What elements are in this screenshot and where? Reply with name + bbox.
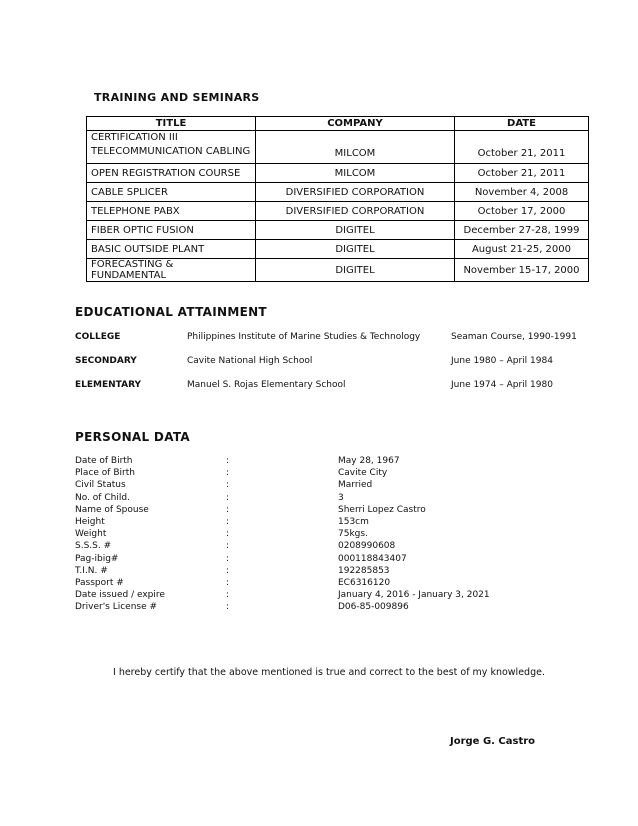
personal-label: No. of Child. <box>75 492 130 503</box>
personal-separator: : <box>226 590 230 601</box>
personal-label: Height <box>75 517 105 527</box>
edu-school: Cavite National High School <box>187 356 313 366</box>
personal-label: Civil Status <box>75 480 126 491</box>
cell-date: December 27-28, 1999 <box>455 221 589 240</box>
personal-label: Pag-ibig# <box>75 553 119 564</box>
personal-label: T.I.N. # <box>75 565 108 576</box>
personal-label: Weight <box>75 529 107 540</box>
cell-company: DIVERSIFIED CORPORATION <box>256 183 455 202</box>
personal-label: Place of Birth <box>75 468 135 479</box>
edu-details: June 1974 – April 1980 <box>451 380 553 390</box>
personal-label: Date issued / expire <box>75 590 165 601</box>
cell-company: DIVERSIFIED CORPORATION <box>256 202 455 221</box>
personal-heading: PERSONAL DATA <box>75 430 190 444</box>
edu-level: COLLEGE <box>75 332 121 342</box>
edu-level: ELEMENTARY <box>75 380 142 390</box>
certification-statement: I hereby certify that the above mentioned is true and correct to the best of my knowledge. <box>113 667 545 678</box>
personal-value: 153cm <box>338 517 369 527</box>
personal-value: 3 <box>338 492 344 503</box>
personal-label: Name of Spouse <box>75 504 149 515</box>
personal-value: 000118843407 <box>338 553 407 564</box>
cell-company: DIGITEL <box>256 240 455 259</box>
column-header-company: COMPANY <box>256 117 455 131</box>
cell-title: OPEN REGISTRATION COURSE <box>87 164 256 183</box>
cell-company: DIGITEL <box>256 221 455 240</box>
cell-title: FIBER OPTIC FUSION <box>87 221 256 240</box>
personal-value: D06-85-009896 <box>338 602 409 613</box>
personal-separator: : <box>226 529 230 540</box>
training-table <box>86 116 589 282</box>
table-row <box>87 259 589 282</box>
personal-label: Passport # <box>75 578 124 588</box>
personal-separator: : <box>226 541 230 552</box>
cell-date: October 21, 2011 <box>455 164 589 183</box>
personal-value: Married <box>338 480 373 491</box>
table-row <box>87 202 589 221</box>
cell-company: MILCOM <box>256 131 455 164</box>
cell-title: CERTIFICATION III TELECOMMUNICATION CABLING <box>87 131 256 164</box>
table-row <box>87 131 589 164</box>
personal-value: EC6316120 <box>338 578 391 588</box>
personal-value: 192285853 <box>338 565 390 576</box>
table-header-row <box>87 117 589 131</box>
cell-date: November 15-17, 2000 <box>455 259 589 282</box>
signature-name: Jorge G. Castro <box>450 736 536 747</box>
personal-separator: : <box>226 553 230 564</box>
personal-separator: : <box>226 517 230 527</box>
cell-company: DIGITEL <box>256 259 455 282</box>
personal-separator: : <box>226 480 230 491</box>
column-header-date: DATE <box>455 117 589 131</box>
cell-title: FORECASTING & FUNDAMENTAL <box>87 259 256 282</box>
personal-separator: : <box>226 565 230 576</box>
edu-details: June 1980 – April 1984 <box>451 356 553 366</box>
personal-separator: : <box>226 468 230 479</box>
column-header-title: TITLE <box>87 117 256 131</box>
cell-title: TELEPHONE PABX <box>87 202 256 221</box>
cell-date: November 4, 2008 <box>455 183 589 202</box>
edu-details: Seaman Course, 1990-1991 <box>451 332 577 342</box>
cell-date: August 21-25, 2000 <box>455 240 589 259</box>
personal-separator: : <box>226 602 230 613</box>
personal-value: May 28, 1967 <box>338 456 400 466</box>
personal-separator: : <box>226 578 230 588</box>
personal-value: Sherri Lopez Castro <box>338 504 426 515</box>
personal-value: Cavite City <box>338 468 388 479</box>
table-row <box>87 183 589 202</box>
personal-label: Driver's License # <box>75 602 158 613</box>
personal-separator: : <box>226 504 230 515</box>
edu-school: Manuel S. Rojas Elementary School <box>187 380 346 390</box>
cell-title: CABLE SPLICER <box>87 183 256 202</box>
cell-company: MILCOM <box>256 164 455 183</box>
training-heading: TRAINING AND SEMINARS <box>94 91 260 104</box>
personal-value: January 4, 2016 - January 3, 2021 <box>338 590 490 601</box>
personal-separator: : <box>226 492 230 503</box>
personal-label: S.S.S. # <box>75 541 112 552</box>
cell-date: October 17, 2000 <box>455 202 589 221</box>
table-row <box>87 221 589 240</box>
personal-value: 0208990608 <box>338 541 396 552</box>
cell-title: BASIC OUTSIDE PLANT <box>87 240 256 259</box>
education-heading: EDUCATIONAL ATTAINMENT <box>75 305 267 319</box>
edu-level: SECONDARY <box>75 356 137 366</box>
personal-separator: : <box>226 456 230 466</box>
table-row <box>87 164 589 183</box>
personal-label: Date of Birth <box>75 456 133 466</box>
cell-date: October 21, 2011 <box>455 131 589 164</box>
edu-school: Philippines Institute of Marine Studies & Technology <box>187 332 421 342</box>
personal-value: 75kgs. <box>338 529 368 540</box>
table-row <box>87 240 589 259</box>
